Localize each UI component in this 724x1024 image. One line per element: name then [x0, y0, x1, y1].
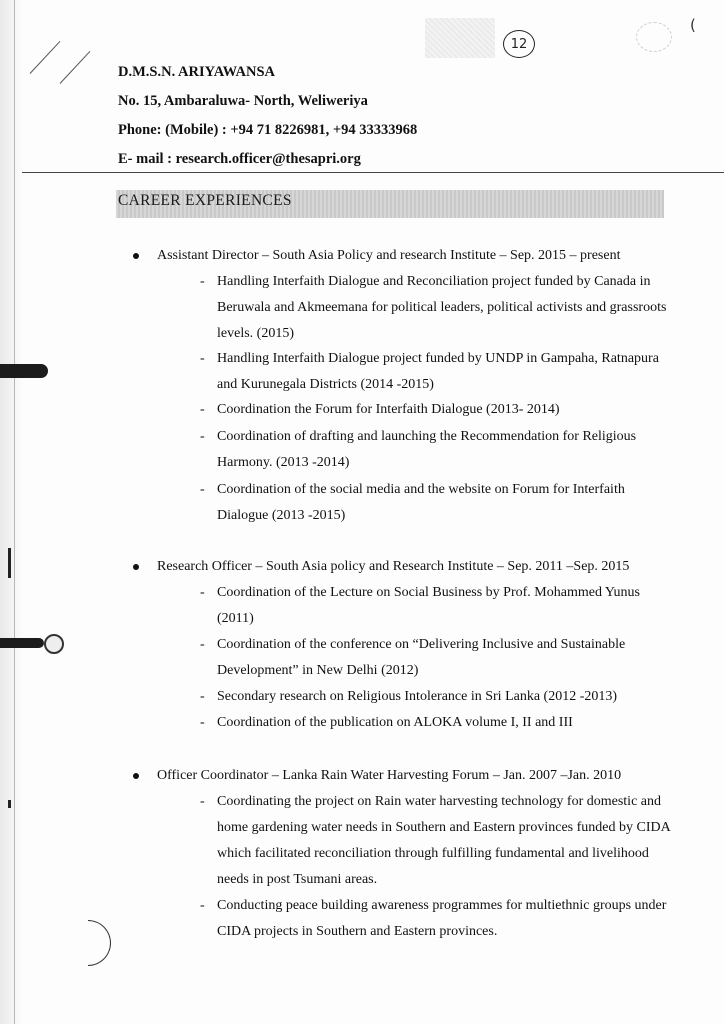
dash-icon: - — [200, 898, 205, 913]
duty-text: Coordination of the conference on “Delivering Inclusive and Sustainable Development” in New Delhi (2012) — [217, 637, 626, 678]
pen-stroke-mark — [30, 41, 61, 74]
punch-hole-mark — [0, 364, 48, 378]
duty-text: Secondary research on Religious Intolerance in Sri Lanka (2012 -2013) — [217, 689, 618, 704]
duty-text: Coordination of the Lecture on Social Business by Prof. Mohammed Yunus (2011) — [217, 585, 640, 626]
dash-icon: - — [200, 794, 205, 809]
duty-text: Coordination of the publication on ALOKA volume I, II and III — [217, 715, 573, 730]
faint-circle-mark — [636, 22, 672, 52]
duty-text: Conducting peace building awareness programmes for multiethnic groups under CIDA projects in Southern and Eastern provinces. — [217, 898, 667, 939]
page-number: 12 — [510, 36, 528, 52]
punch-hole-dot — [44, 634, 64, 654]
punch-hole-mark — [0, 638, 44, 648]
email-line: E- mail : research.officer@thesapri.org — [118, 151, 361, 167]
scan-edge-line — [14, 0, 15, 1024]
duty-text: Coordinating the project on Rain water harvesting technology for domestic and home gardening water needs in Southern and Eastern provinces funded by CIDA which facilitated reconciliation through fulfilling fundamental and livelihood needs in post Tsumani areas. — [217, 794, 670, 887]
section-title: CAREER EXPERIENCES — [118, 192, 292, 209]
bullet-icon — [133, 773, 139, 779]
header-divider — [22, 172, 724, 173]
person-name: D.M.S.N. ARIYAWANSA — [118, 64, 275, 80]
dash-icon: - — [200, 689, 205, 704]
pen-stroke-mark — [60, 51, 91, 84]
address-line: No. 15, Ambaraluwa- North, Weliweriya — [118, 93, 368, 109]
dash-icon: - — [200, 429, 205, 444]
dash-icon: - — [200, 585, 205, 600]
dash-icon: - — [200, 274, 205, 289]
duty-text: Coordination the Forum for Interfaith Dialogue (2013- 2014) — [217, 402, 560, 417]
scan-edge-shadow — [0, 0, 22, 1024]
dash-icon: - — [200, 637, 205, 652]
faint-stamp-mark — [425, 18, 495, 58]
bullet-icon — [133, 253, 139, 259]
scan-edge-mark — [8, 800, 11, 808]
duty-text: Handling Interfaith Dialogue and Reconciliation project funded by Canada in Beruwala and Akmeemana for political leaders, political activists and grassroots levels. (2015) — [217, 274, 667, 341]
dash-icon: - — [200, 715, 205, 730]
dash-icon: - — [200, 351, 205, 366]
scan-edge-mark — [8, 548, 11, 578]
phone-line: Phone: (Mobile) : +94 71 8226981, +94 33333968 — [118, 122, 418, 138]
job-title: Assistant Director – South Asia Policy and research Institute – Sep. 2015 – present — [157, 248, 621, 263]
duty-text: Coordination of drafting and launching the Recommendation for Religious Harmony. (2013 -2014) — [217, 429, 637, 470]
pen-curl-mark — [88, 920, 111, 966]
bullet-icon — [133, 564, 139, 570]
duty-text: Handling Interfaith Dialogue project funded by UNDP in Gampaha, Ratnapura and Kurunegala Districts (2014 -2015) — [217, 351, 659, 392]
corner-pen-mark: ( — [690, 16, 696, 34]
duty-text: Coordination of the social media and the website on Forum for Interfaith Dialogue (2013 -2015) — [217, 482, 625, 523]
job-title: Officer Coordinator – Lanka Rain Water Harvesting Forum – Jan. 2007 –Jan. 2010 — [157, 768, 622, 783]
dash-icon: - — [200, 402, 205, 417]
job-title: Research Officer – South Asia policy and Research Institute – Sep. 2011 –Sep. 2015 — [157, 559, 630, 574]
page-number-circle — [503, 30, 535, 58]
contact-header — [118, 58, 417, 174]
dash-icon: - — [200, 482, 205, 497]
